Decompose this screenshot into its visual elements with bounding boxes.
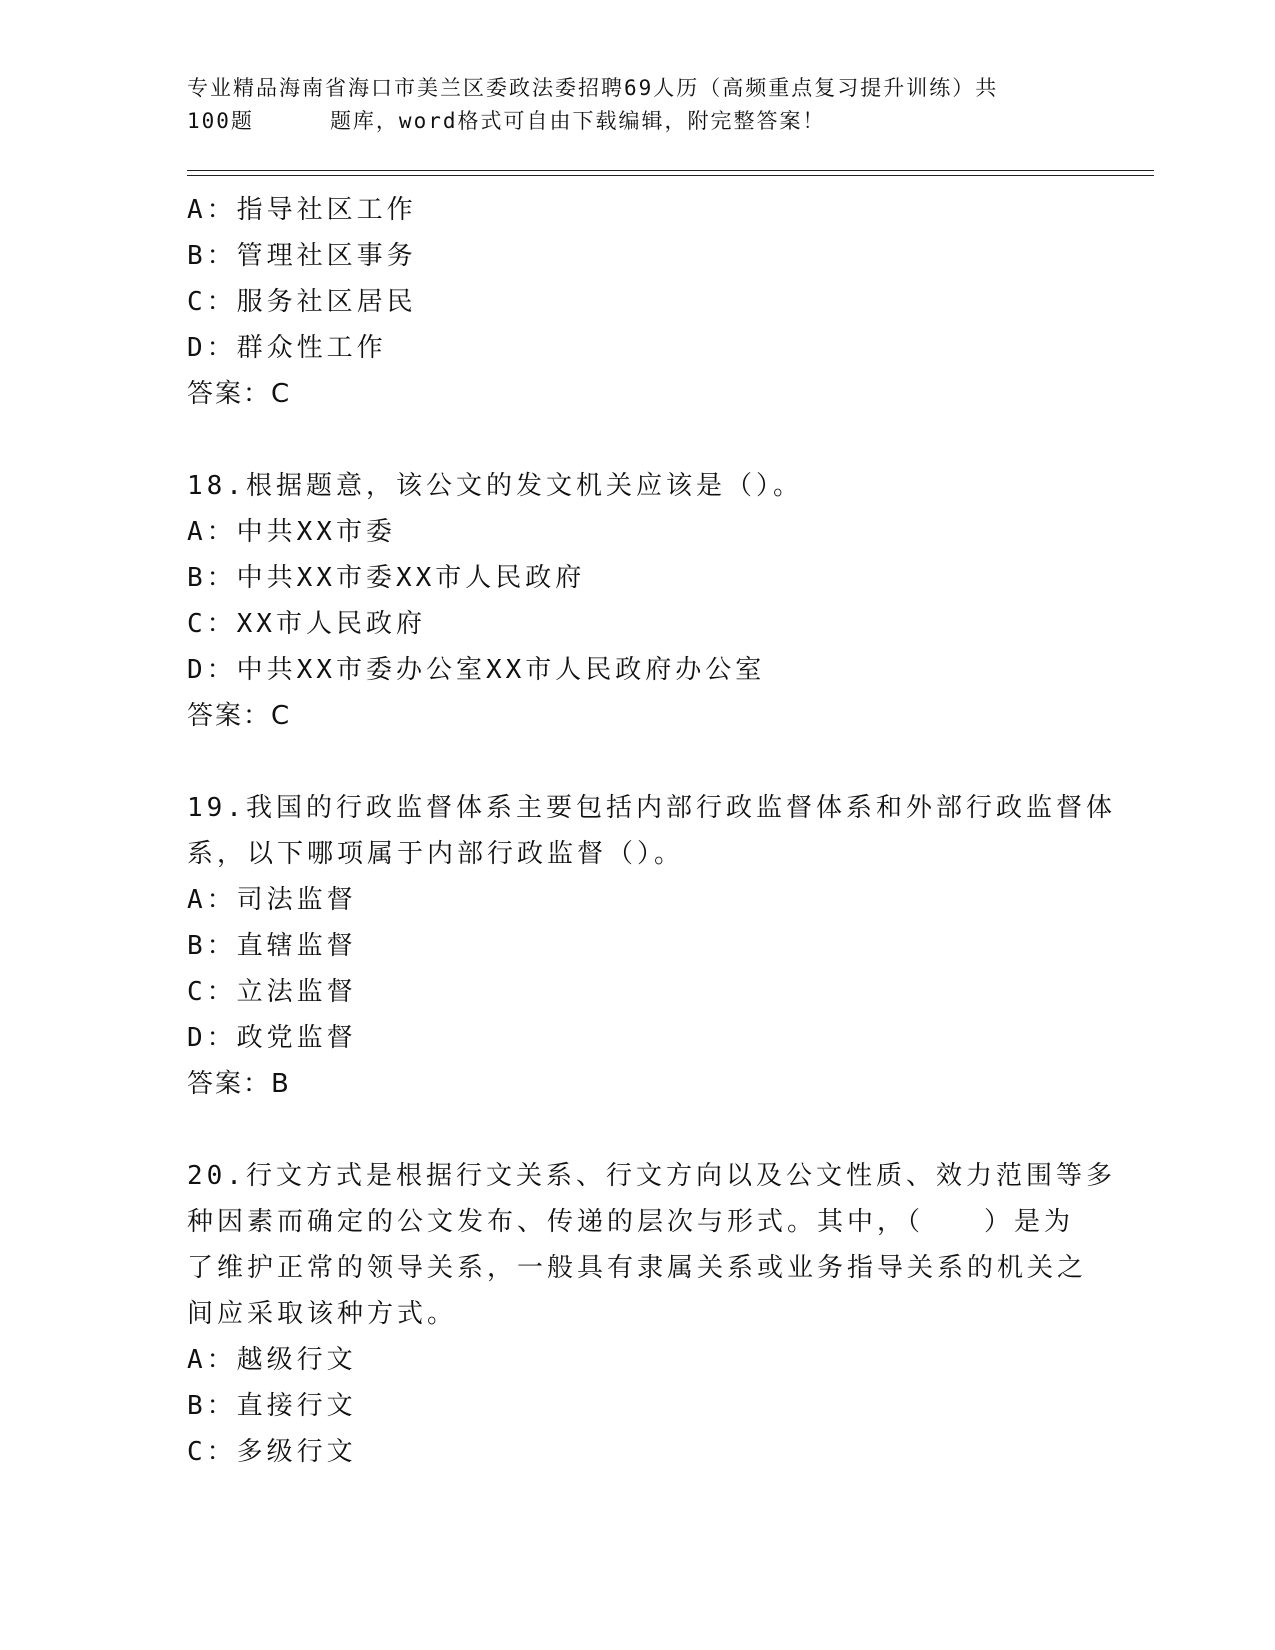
question-stem-continued: 种因素而确定的公文发布、传递的层次与形式。其中，（ ）是为 bbox=[187, 1207, 1075, 1237]
option-d: D：中共XX市委办公室XX市人民政府办公室 bbox=[187, 655, 766, 685]
question-20 bbox=[187, 1153, 1116, 1475]
answer-line: 答案：B bbox=[187, 1069, 291, 1099]
option-d: D：群众性工作 bbox=[187, 333, 387, 363]
question-stem-continued: 了维护正常的领导关系，一般具有隶属关系或业务指导关系的机关之 bbox=[187, 1253, 1088, 1283]
option-a: A：司法监督 bbox=[187, 885, 357, 915]
option-a: A：指导社区工作 bbox=[187, 195, 417, 225]
header-rule-bottom bbox=[187, 175, 1154, 176]
header-description: 题库，word格式可自由下载编辑，附完整答案！ bbox=[329, 109, 826, 133]
question-stem-continued: 系，以下哪项属于内部行政监督（）。 bbox=[187, 839, 685, 869]
question-stem: 20.行文方式是根据行文关系、行文方向以及公文性质、效力范围等多 bbox=[187, 1161, 1116, 1191]
option-a: A：中共XX市委 bbox=[187, 517, 396, 547]
question-stem: 19.我国的行政监督体系主要包括内部行政监督体系和外部行政监督体 bbox=[187, 793, 1116, 823]
option-b: B：中共XX市委XX市人民政府 bbox=[187, 563, 586, 593]
question-18 bbox=[187, 463, 1087, 739]
option-c: C：服务社区居民 bbox=[187, 287, 417, 317]
option-a: A：越级行文 bbox=[187, 1345, 357, 1375]
option-b: B：直接行文 bbox=[187, 1391, 357, 1421]
option-b: B：管理社区事务 bbox=[187, 241, 417, 271]
header-line-1: 专业精品海南省海口市美兰区委政法委招聘69人历（高频重点复习提升训练）共 bbox=[187, 76, 999, 100]
question-stem: 18.根据题意，该公文的发文机关应该是（）。 bbox=[187, 471, 803, 501]
question-17 bbox=[187, 187, 1087, 417]
option-c: C：立法监督 bbox=[187, 977, 357, 1007]
question-19 bbox=[187, 785, 1116, 1107]
question-list bbox=[187, 187, 1116, 1475]
question-stem-continued: 间应采取该种方式。 bbox=[187, 1299, 458, 1329]
answer-line: 答案：C bbox=[187, 379, 292, 409]
option-c: C：XX市人民政府 bbox=[187, 609, 426, 639]
answer-line: 答案：C bbox=[187, 701, 292, 731]
option-c: C：多级行文 bbox=[187, 1437, 357, 1467]
document-header bbox=[187, 72, 1067, 138]
option-d: D：政党监督 bbox=[187, 1023, 357, 1053]
header-line-2 bbox=[187, 105, 1067, 138]
header-question-count: 100题 bbox=[187, 109, 254, 133]
header-rule-top bbox=[187, 170, 1154, 171]
option-b: B：直辖监督 bbox=[187, 931, 357, 961]
